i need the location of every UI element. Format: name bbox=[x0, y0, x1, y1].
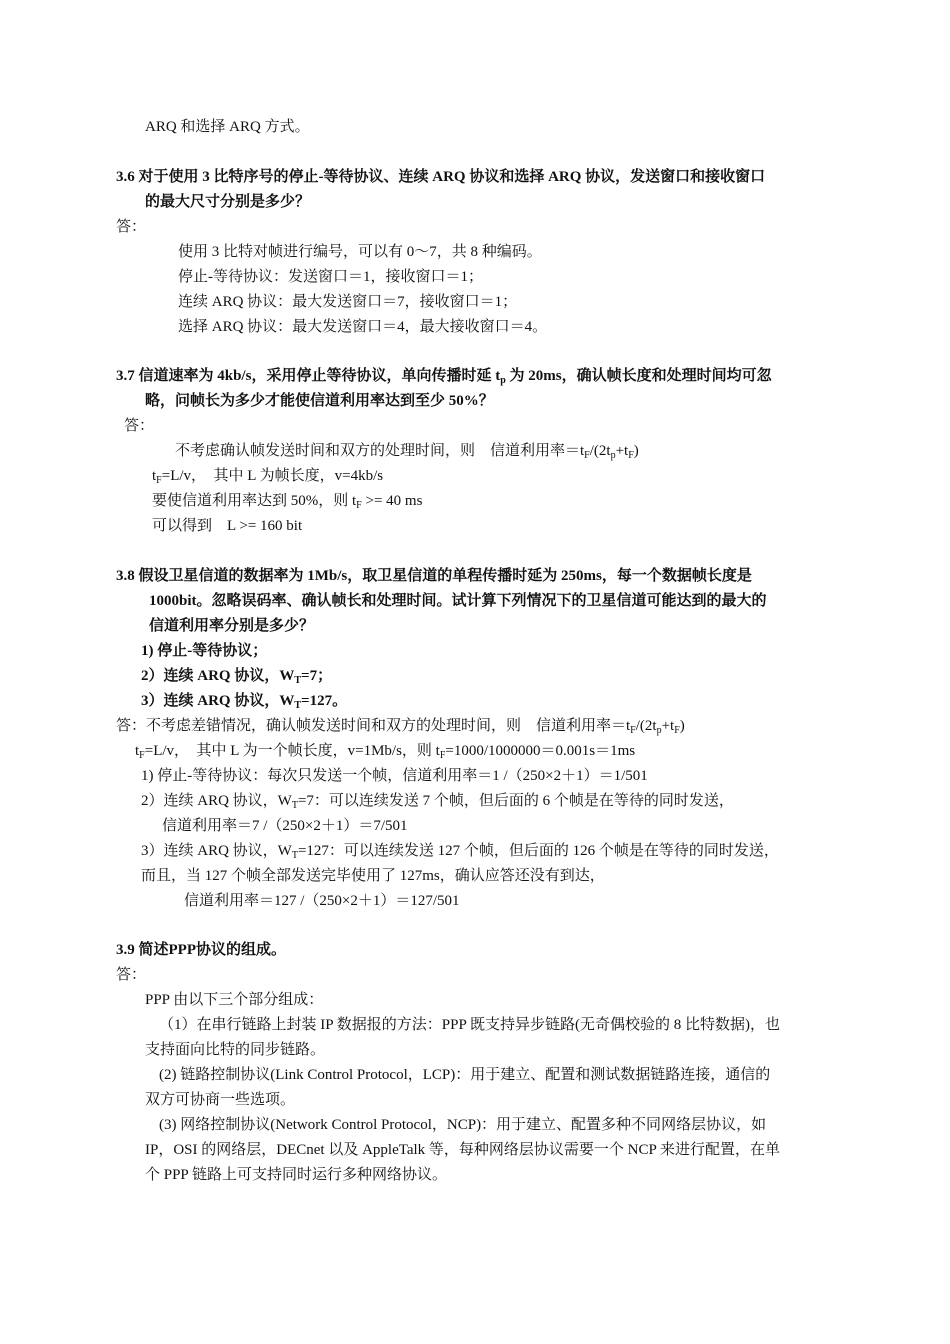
text-run: =1000/1000000＝0.001s＝1ms bbox=[445, 743, 636, 759]
text-run: ) bbox=[633, 443, 639, 459]
text-run: 连续 ARQ 协议：最大发送窗口＝7，接收窗口＝1； bbox=[178, 294, 518, 310]
text-run: 而且，当 127 个帧全部发送完毕使用了 127ms，确认应答还没有到达， bbox=[141, 868, 605, 884]
text-line bbox=[141, 866, 605, 886]
text-run: (2) 链路控制协议(Link Control Protocol，LCP)：用于建立、配置和测试数据链路连接，通信的 bbox=[159, 1067, 771, 1083]
text-run: 3）连续 ARQ 协议，W bbox=[141, 843, 292, 859]
text-line bbox=[116, 965, 146, 985]
text-line bbox=[116, 366, 772, 386]
subscript: F bbox=[674, 725, 680, 736]
text-run: （1）在串行链路上封装 IP 数据报的方法：PPP 既支持异步链路(无奇偶校验的 8 比特数据)，也 bbox=[159, 1017, 780, 1033]
text-run: t bbox=[152, 468, 157, 484]
text-run: 支持面向比特的同步链路。 bbox=[145, 1042, 326, 1058]
text-line bbox=[175, 441, 639, 461]
text-run: 使用 3 比特对帧进行编号，可以有 0～7，共 8 种编码。 bbox=[178, 244, 542, 260]
subscript: T bbox=[291, 800, 298, 811]
text-line bbox=[145, 1040, 325, 1060]
text-run: 要使信道利用率达到 50%，则 t bbox=[152, 493, 357, 509]
text-run: 的最大尺寸分别是多少？ bbox=[145, 194, 311, 210]
subscript: T bbox=[291, 850, 298, 861]
subscript: p bbox=[610, 450, 616, 461]
text-line bbox=[141, 841, 779, 861]
text-line bbox=[145, 1140, 780, 1160]
text-run: +t bbox=[661, 718, 675, 734]
subscript: F bbox=[628, 450, 634, 461]
subscript: p bbox=[656, 725, 662, 736]
text-run: IP，OSI 的网络层，DECnet 以及 AppleTalk 等，每种网络层协议需要一个 NCP 来进行配置，在单 bbox=[145, 1142, 781, 1158]
subscript: F bbox=[630, 725, 636, 736]
text-run: 信道利用率＝7 /（250×2＋1）＝7/501 bbox=[162, 818, 408, 834]
text-run: =127。 bbox=[301, 693, 348, 709]
text-run: 停止-等待协议：发送窗口＝1，接收窗口＝1； bbox=[178, 269, 483, 285]
text-run: 2）连续 ARQ 协议，W bbox=[141, 668, 295, 684]
text-run: (3) 网络控制协议(Network Control Protocol，NCP)：用于建立、配置多种不同网络层协议，如 bbox=[159, 1117, 767, 1133]
text-line bbox=[162, 816, 408, 836]
text-line bbox=[152, 516, 302, 536]
text-line bbox=[149, 616, 314, 636]
text-run: 1) 停止-等待协议：每次只发送一个帧，信道利用率＝1 /（250×2＋1）＝1/501 bbox=[141, 768, 648, 784]
text-run: 2）连续 ARQ 协议，W bbox=[141, 793, 292, 809]
text-run: /(2t bbox=[589, 443, 611, 459]
text-run: >= 40 ms bbox=[361, 493, 423, 509]
text-line bbox=[145, 990, 323, 1010]
text-line bbox=[149, 591, 767, 611]
subscript: F bbox=[139, 750, 145, 761]
text-run: =L/v， 其中 L 为帧长度，v=4kb/s bbox=[161, 468, 384, 484]
text-run: ) bbox=[679, 718, 685, 734]
text-run: +t bbox=[615, 443, 629, 459]
text-run: 略，问帧长为多少才能使信道利用率达到至少 50%？ bbox=[145, 393, 494, 409]
subscript: F bbox=[356, 500, 362, 511]
text-run: 信道利用率分别是多少？ bbox=[149, 618, 315, 634]
subscript: F bbox=[439, 750, 446, 761]
text-run: 3.9 简述PPP协议的组成。 bbox=[116, 942, 286, 958]
text-run: 选择 ARQ 协议：最大发送窗口＝4，最大接收窗口＝4。 bbox=[178, 319, 548, 335]
text-line bbox=[159, 1065, 770, 1085]
text-run: 不考虑确认帧发送时间和双方的处理时间，则 信道利用率＝t bbox=[175, 443, 585, 459]
text-run: PPP 由以下三个部分组成： bbox=[145, 992, 324, 1008]
text-line bbox=[159, 1015, 780, 1035]
text-line bbox=[141, 641, 267, 661]
text-run: 3）连续 ARQ 协议，W bbox=[141, 693, 295, 709]
text-line bbox=[178, 267, 483, 287]
text-line bbox=[178, 317, 547, 337]
text-run: 3.7 信道速率为 4kb/s，采用停止等待协议，单向传播时延 t bbox=[116, 368, 501, 384]
text-line bbox=[145, 1090, 295, 1110]
text-line bbox=[141, 691, 347, 711]
text-run: 为 20ms，确认帧长度和处理时间均可忽 bbox=[505, 368, 772, 384]
text-run: =7； bbox=[301, 668, 333, 684]
text-run: =127：可以连续发送 127 个帧，但后面的 126 个帧是在等待的同时发送， bbox=[297, 843, 779, 859]
text-line bbox=[145, 1165, 447, 1185]
subscript: F bbox=[156, 475, 162, 486]
text-run: 3.8 假设卫星信道的数据率为 1Mb/s，取卫星信道的单程传播时延为 250ms，每一个数据帧长度是 bbox=[116, 568, 752, 584]
text-run: 3.6 对于使用 3 比特序号的停止-等待协议、连续 ARQ 协议和选择 ARQ 协议，发送窗口和接收窗口 bbox=[116, 169, 766, 185]
text-line bbox=[159, 1115, 766, 1135]
subscript: T bbox=[294, 675, 302, 686]
text-run: 1) 停止-等待协议； bbox=[141, 643, 268, 659]
text-line bbox=[135, 741, 635, 761]
text-line bbox=[141, 766, 648, 786]
text-line bbox=[145, 391, 494, 411]
subscript: p bbox=[500, 375, 506, 386]
text-line bbox=[124, 416, 154, 436]
text-line bbox=[145, 192, 310, 212]
text-run: 1000bit。忽略误码率、确认帧长和处理时间。试计算下列情况下的卫星信道可能达到的最大的 bbox=[149, 593, 767, 609]
text-run: 可以得到 L >= 160 bit bbox=[152, 518, 303, 534]
subscript: T bbox=[294, 700, 302, 711]
text-line bbox=[116, 167, 765, 187]
text-run: 答：不考虑差错情况，确认帧发送时间和双方的处理时间，则 信道利用率＝t bbox=[116, 718, 631, 734]
text-run: 个 PPP 链路上可支持同时运行多种网络协议。 bbox=[145, 1167, 447, 1183]
text-run: 信道利用率＝127 /（250×2＋1）＝127/501 bbox=[184, 893, 460, 909]
text-run: 答： bbox=[116, 219, 147, 235]
text-line bbox=[178, 242, 542, 262]
text-line bbox=[116, 716, 685, 736]
text-run: t bbox=[135, 743, 140, 759]
text-run: =7：可以连续发送 7 个帧，但后面的 6 个帧是在等待的同时发送， bbox=[297, 793, 734, 809]
subscript: F bbox=[584, 450, 590, 461]
text-line bbox=[116, 940, 286, 960]
text-line bbox=[116, 217, 146, 237]
text-run: 双方可协商一些选项。 bbox=[145, 1092, 296, 1108]
text-line bbox=[178, 292, 517, 312]
text-line bbox=[152, 466, 383, 486]
text-line bbox=[141, 791, 734, 811]
text-run: 答： bbox=[116, 967, 147, 983]
text-line bbox=[145, 117, 310, 137]
text-line bbox=[141, 666, 332, 686]
text-run: /(2t bbox=[635, 718, 657, 734]
text-run: ARQ 和选择 ARQ 方式。 bbox=[145, 119, 310, 135]
text-line bbox=[184, 891, 460, 911]
text-run: =L/v， 其中 L 为一个帧长度，v=1Mb/s，则 t bbox=[144, 743, 440, 759]
text-line bbox=[116, 566, 752, 586]
text-run: 答： bbox=[124, 418, 155, 434]
text-line bbox=[152, 491, 422, 511]
